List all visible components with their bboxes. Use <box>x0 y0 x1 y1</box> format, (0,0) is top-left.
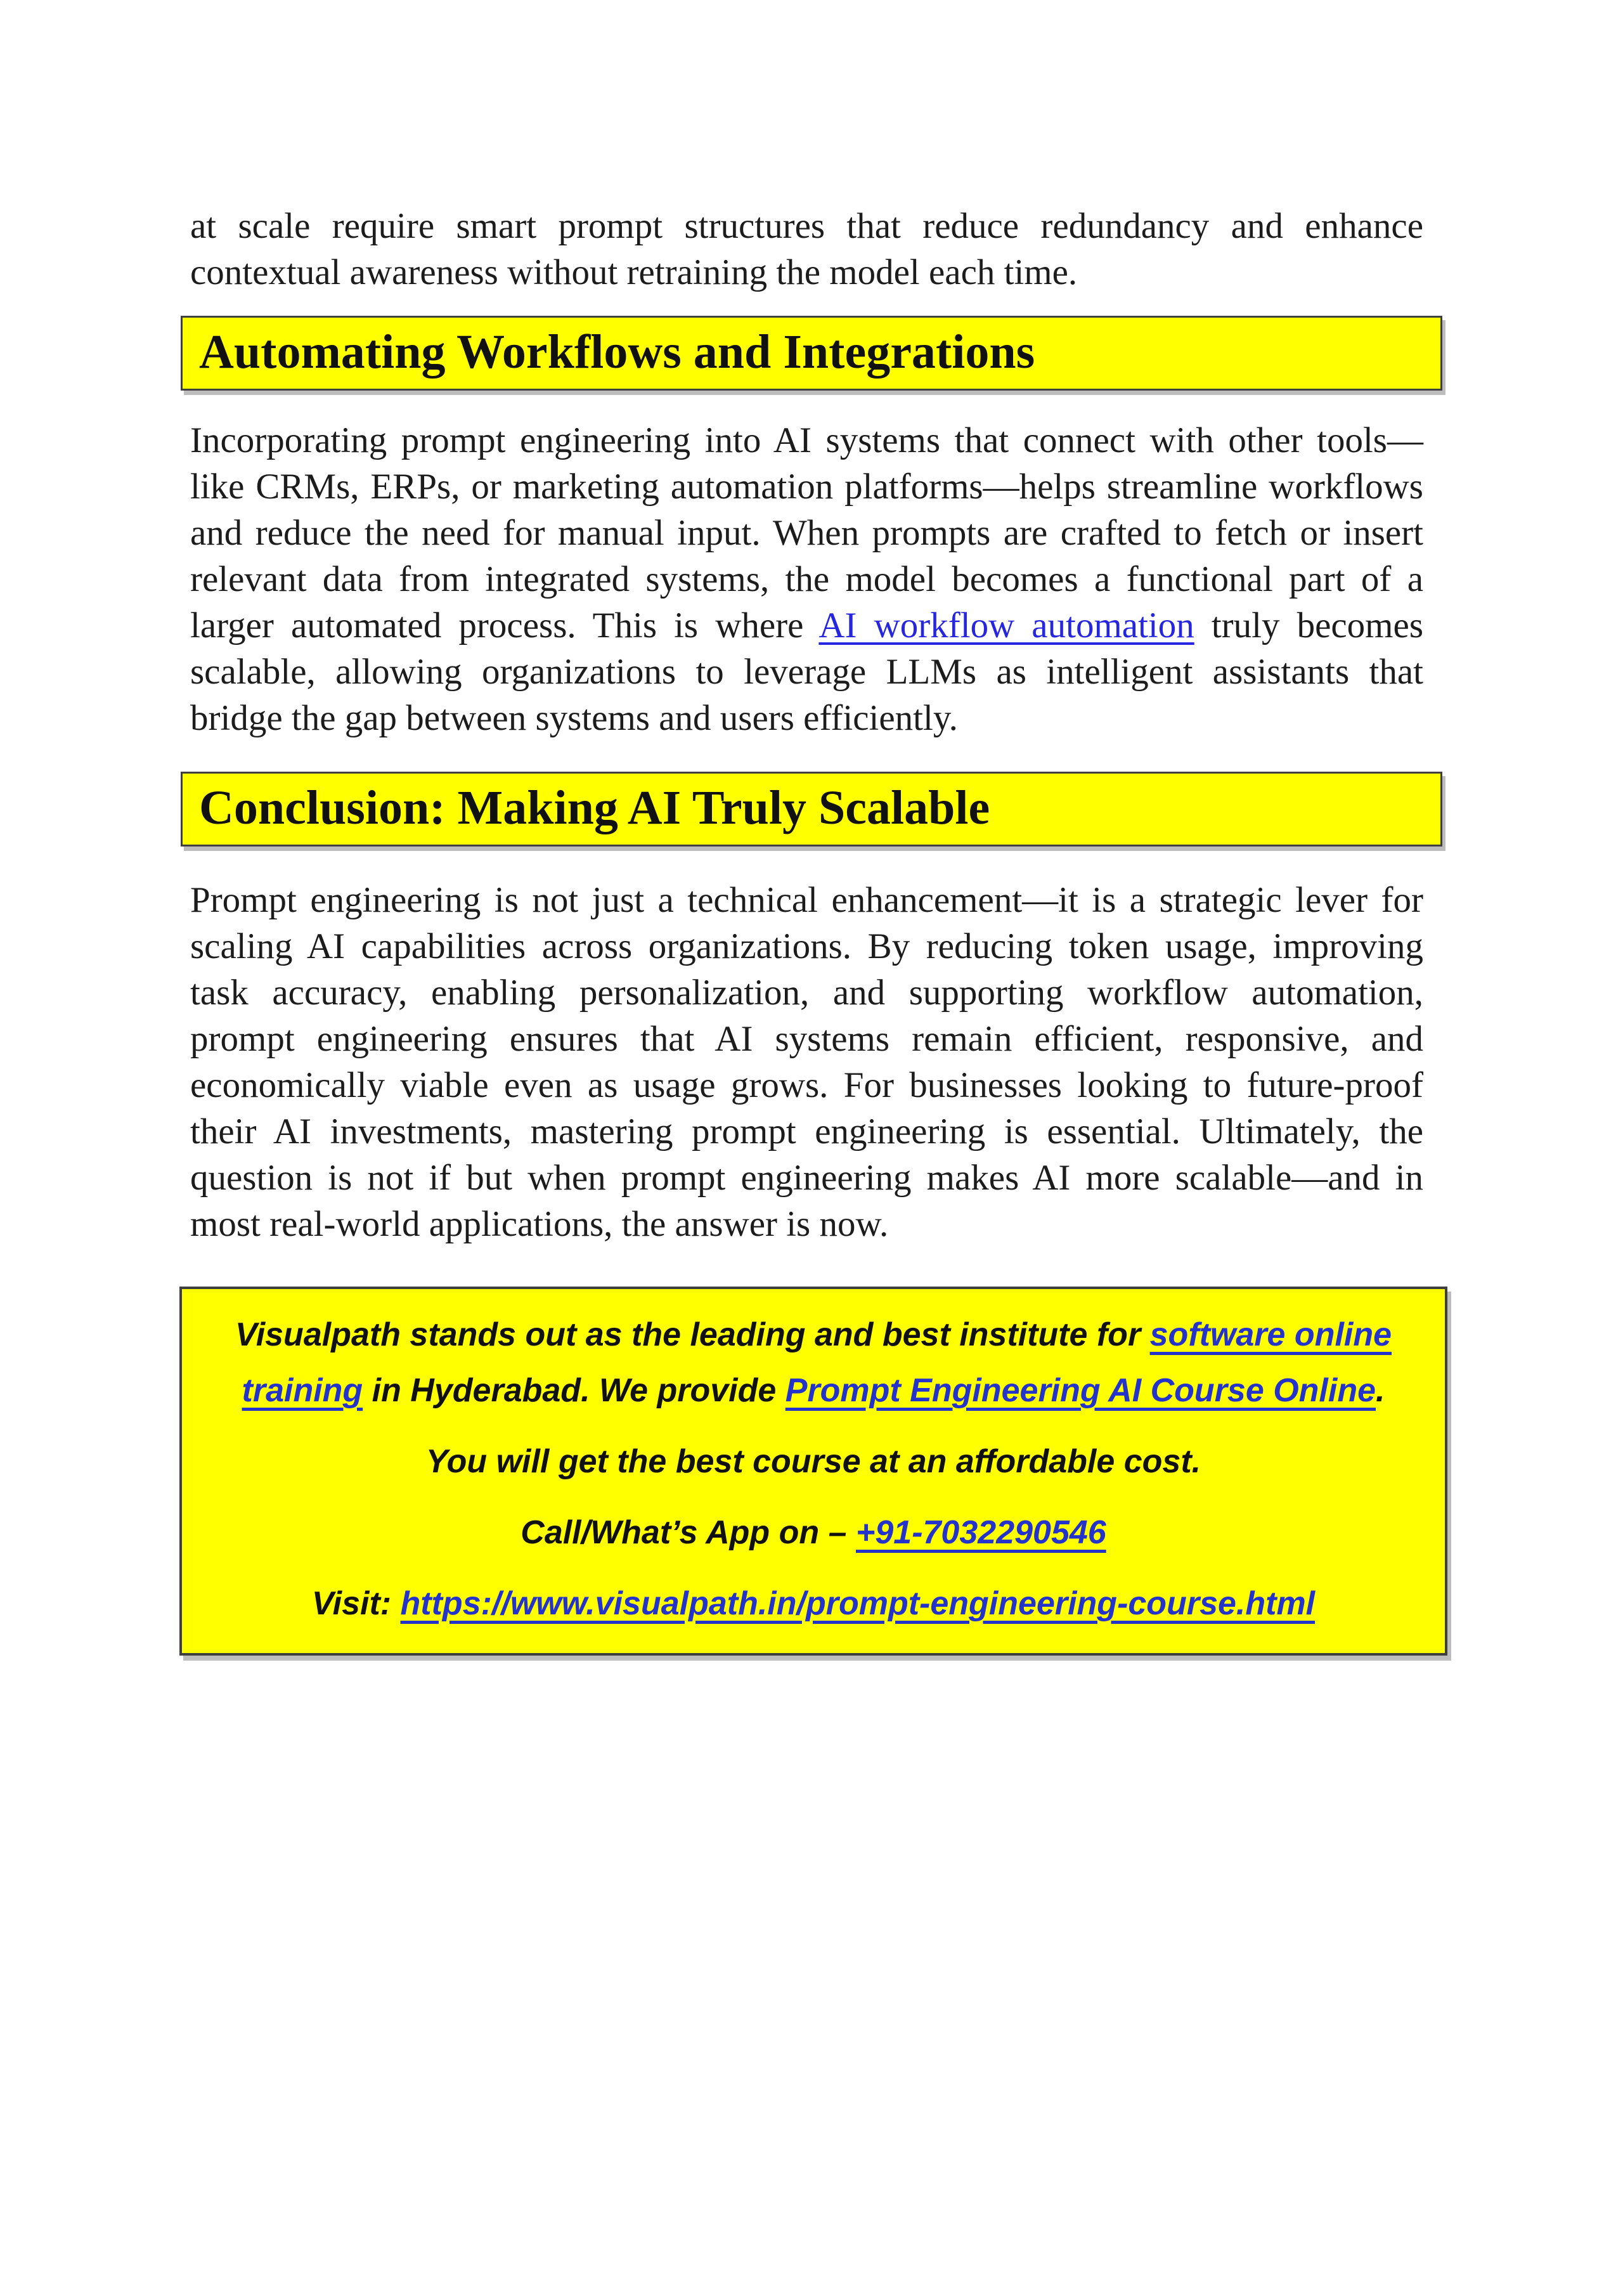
promo-box <box>179 1287 1447 1656</box>
promo-text: Visualpath stands out as the leading and best institute for <box>235 1316 1150 1353</box>
paragraph-text-before-link: Incorporating prompt engineering into AI systems that connect with other tools—like CRMs, ERPs, or marketing automation platforms—helps streamline workflows and reduce the need for manual input. When prompts are crafted to fetch or insert relevant data from integrated systems, the model becomes a functional part of a larger automated process. This is where <box>190 420 1423 645</box>
promo-intro-line <box>217 1307 1409 1418</box>
ai-workflow-automation-link[interactable]: AI workflow automation <box>818 606 1194 645</box>
heading-text: Conclusion: Making AI Truly Scalable <box>199 781 990 834</box>
intro-paragraph <box>190 203 1423 295</box>
website-url-link[interactable]: https://www.visualpath.in/prompt-engineering-course.html <box>400 1585 1316 1622</box>
phone-number-link[interactable]: +91-7032290546 <box>855 1514 1106 1551</box>
automating-workflows-paragraph <box>190 417 1423 741</box>
paragraph-text-after-link: truly becomes scalable, allowing organizations to leverage LLMs as intelligent assistants that bridge the gap between systems and users efficiently. <box>190 606 1423 738</box>
prompt-engineering-ai-course-link[interactable]: Prompt Engineering AI Course Online <box>785 1372 1376 1409</box>
promo-text: . <box>1376 1372 1385 1409</box>
section-heading-automating-workflows <box>181 316 1442 391</box>
conclusion-paragraph <box>190 877 1423 1247</box>
software-online-training-link[interactable]: software online training <box>242 1316 1392 1409</box>
promo-visit-line <box>217 1576 1409 1631</box>
section-heading-conclusion <box>181 772 1442 846</box>
intro-text: at scale require smart prompt structures that reduce redundancy and enhance contextual awareness without retraining the model each time. <box>190 206 1423 292</box>
document-content <box>190 203 1423 1656</box>
promo-text: Visit: <box>311 1585 401 1622</box>
paragraph-text: Prompt engineering is not just a technical enhancement—it is a strategic lever for scaling AI capabilities across organizations. By reducing token usage, improving task accuracy, enabling personalization, and supporting workflow automation, prompt engineering ensures that AI systems remain efficient, responsive, and economically viable even as usage grows. For businesses looking to future-proof their AI investments, mastering prompt engineering is essential. Ultimately, the question is not if but when prompt engineering makes AI more scalable—and in most real-world applications, the answer is now. <box>190 880 1423 1244</box>
promo-text: You will get the best course at an affordable cost. <box>425 1443 1201 1480</box>
promo-text: in Hyderabad. We provide <box>363 1372 786 1409</box>
promo-text: Call/What’s App on – <box>521 1514 856 1551</box>
promo-call-line <box>217 1505 1409 1560</box>
heading-text: Automating Workflows and Integrations <box>199 325 1035 379</box>
promo-affordable-line <box>217 1434 1409 1489</box>
